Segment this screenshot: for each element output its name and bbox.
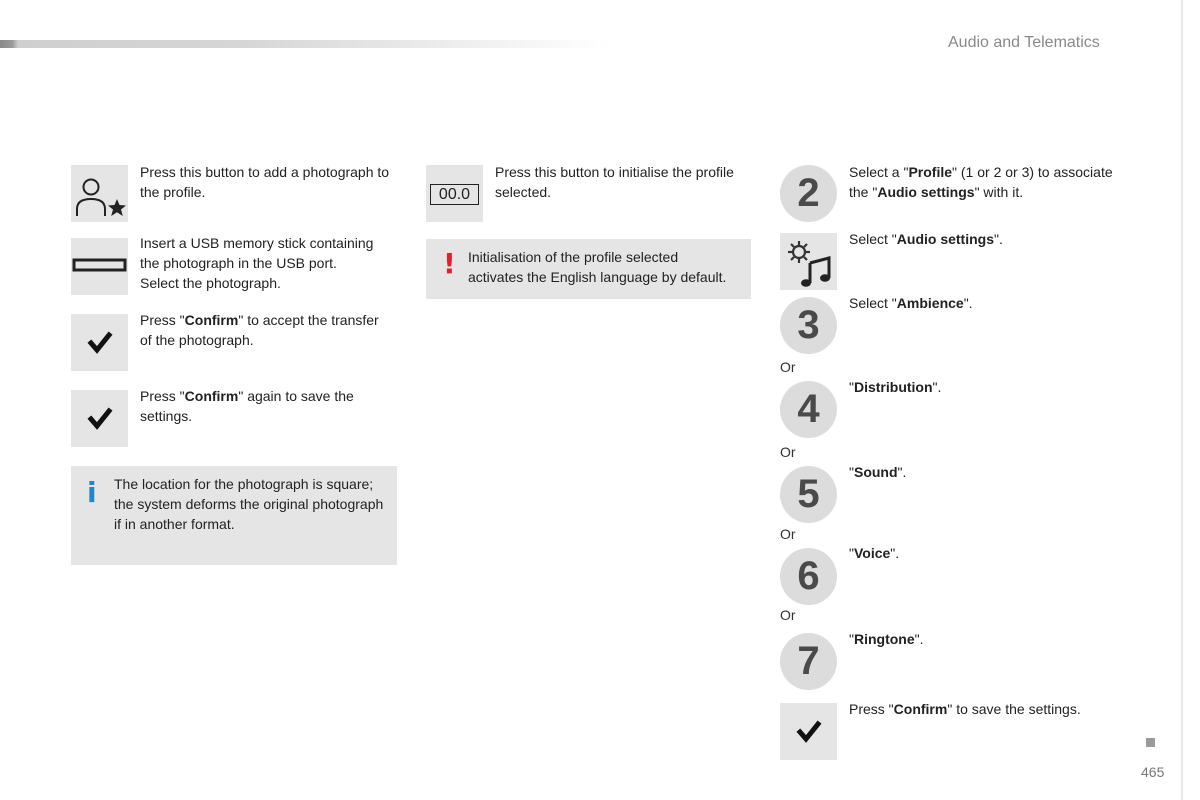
page-marker bbox=[1146, 738, 1155, 747]
display-counter-icon: 00.0 bbox=[430, 184, 479, 205]
initialise-text: Press this button to initialise the profile selected. bbox=[495, 164, 734, 200]
confirm-transfer-text: Press "Confirm" to accept the transfer of the photograph. bbox=[140, 312, 379, 348]
add-photo-text: Press this button to add a photograph to the profile. bbox=[140, 164, 390, 200]
usb-port-box bbox=[71, 238, 128, 295]
header-decor-bar bbox=[0, 40, 610, 48]
or-label: Or bbox=[780, 444, 796, 460]
voice-text: "Voice". bbox=[849, 545, 900, 561]
step-number-3: 3 bbox=[780, 297, 837, 354]
usb-line-1: Insert a USB memory stick containing bbox=[140, 235, 374, 251]
user-star-icon bbox=[71, 165, 128, 222]
step-number-7: 7 bbox=[780, 633, 837, 690]
usb-instruction-text bbox=[140, 233, 410, 293]
info-icon: i bbox=[87, 476, 97, 509]
confirm-save-text: Press "Confirm" to save the settings. bbox=[849, 701, 1081, 717]
select-audio-settings-text: Select "Audio settings". bbox=[849, 231, 1003, 247]
or-label: Or bbox=[780, 526, 796, 542]
usb-line-3: Select the photograph. bbox=[140, 275, 281, 291]
info-text: The location for the photograph is square; the system deforms the original photograph if in another format. bbox=[114, 476, 384, 532]
warning-line-1: Initialisation of the profile selected bbox=[468, 249, 679, 265]
step-number-2: 2 bbox=[780, 165, 837, 222]
sound-text: "Sound". bbox=[849, 464, 907, 480]
gear-music-icon bbox=[780, 233, 837, 290]
initialise-button-icon-box bbox=[426, 165, 483, 222]
section-title: Audio and Telematics bbox=[948, 34, 1100, 51]
warning-text bbox=[468, 247, 748, 287]
checkmark-icon bbox=[780, 703, 837, 760]
warning-line-2: activates the English language by default. bbox=[468, 269, 727, 285]
usb-port-icon bbox=[71, 238, 128, 295]
add-photo-button-icon bbox=[71, 165, 128, 222]
page-number: 465 bbox=[1141, 764, 1165, 780]
or-label: Or bbox=[780, 359, 796, 375]
select-profile-text: Select a "Profile" (1 or 2 or 3) to associate the "Audio settings" with it. bbox=[849, 164, 1113, 200]
warning-note bbox=[426, 239, 751, 299]
usb-line-2: the photograph in the USB port. bbox=[140, 255, 337, 271]
confirm-again-icon-box bbox=[71, 390, 128, 447]
confirm-again-text: Press "Confirm" again to save the settings. bbox=[140, 388, 354, 424]
info-note bbox=[71, 466, 397, 565]
confirm-save-icon-box bbox=[780, 703, 837, 760]
step-number-6: 6 bbox=[780, 548, 837, 605]
ringtone-text: "Ringtone". bbox=[849, 631, 924, 647]
step-number-5: 5 bbox=[780, 466, 837, 523]
page-edge-line bbox=[1181, 0, 1183, 800]
warning-icon: ! bbox=[443, 247, 456, 280]
distribution-text: "Distribution". bbox=[849, 379, 942, 395]
confirm-button-icon-box bbox=[71, 314, 128, 371]
checkmark-icon bbox=[71, 390, 128, 447]
select-ambience-text: Select "Ambience". bbox=[849, 295, 973, 311]
or-label: Or bbox=[780, 607, 796, 623]
audio-settings-icon-box bbox=[780, 233, 837, 290]
step-number-4: 4 bbox=[780, 381, 837, 438]
checkmark-icon bbox=[71, 314, 128, 371]
